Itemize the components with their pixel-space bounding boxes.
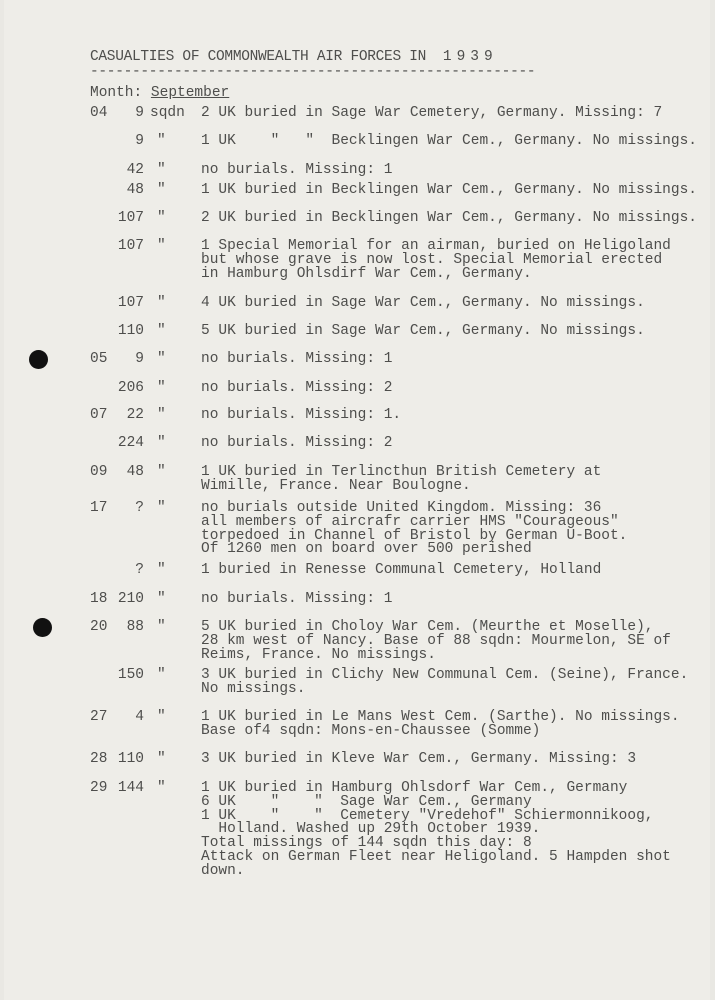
entry-day: 04 <box>90 105 108 121</box>
entry-squadron-ditto: " <box>157 619 166 635</box>
entry-squadron: 224 <box>117 435 144 451</box>
entry-text-line: Attack on German Fleet near Heligoland. 5 Hampden shot <box>201 849 671 865</box>
entry-squadron: 9 <box>135 351 144 367</box>
entry-text-line: no burials. Missing: 2 <box>201 435 393 451</box>
entry-squadron: 4 <box>135 709 144 725</box>
entry-text-line: no burials outside United Kingdom. Missing: 36 <box>201 500 602 516</box>
entry-squadron-ditto: " <box>157 162 166 178</box>
entry-squadron-ditto: sqdn <box>150 105 185 121</box>
entry-squadron: 88 <box>126 619 144 635</box>
entry-squadron-ditto: " <box>157 500 166 516</box>
entry-squadron: 110 <box>117 323 144 339</box>
entry-squadron-ditto: " <box>157 464 166 480</box>
entry-squadron: 107 <box>117 210 144 226</box>
entry-squadron-ditto: " <box>157 295 166 311</box>
entry-text-line: all members of aircrafr carrier HMS "Courageous" <box>201 513 619 530</box>
entry-text-line: Holland. Washed up 29th October 1939. <box>201 821 541 838</box>
entry-day: 05 <box>90 351 108 367</box>
entry-squadron-ditto: " <box>157 780 166 796</box>
entry-squadron-ditto: " <box>157 380 166 396</box>
entry-text-line: 2 UK buried in Sage War Cemetery, Germany. Missing: 7 <box>201 105 663 121</box>
entry-squadron-ditto: " <box>157 435 166 451</box>
entry-squadron-ditto: " <box>157 351 166 367</box>
entry-text-line: 5 UK buried in Sage War Cem., Germany. No missings. <box>201 323 645 339</box>
entry-day: 27 <box>90 709 108 725</box>
entry-text-line: 1 UK buried in Becklingen War Cem., Germany. No missings. <box>201 182 697 198</box>
month-label: Month: <box>90 85 143 101</box>
title-year: 1939 <box>442 49 498 65</box>
entry-text-line: 3 UK buried in Clichy New Communal Cem. (Seine), France. <box>201 667 689 683</box>
entry-text-line: 1 buried in Renesse Communal Cemetery, Holland <box>201 562 602 578</box>
entry-squadron: 107 <box>117 238 144 254</box>
punch-hole <box>29 350 48 369</box>
entry-day: 20 <box>90 619 108 635</box>
entry-text-line: down. <box>201 862 245 879</box>
entry-text-line: 1 UK " " Cemetery "Vredehof" Schiermonnikoog, <box>201 807 654 824</box>
document-title <box>90 50 498 64</box>
entry-squadron: 22 <box>126 407 144 423</box>
entry-day: 28 <box>90 751 108 767</box>
entry-text-line: 3 UK buried in Kleve War Cem., Germany. Missing: 3 <box>201 751 637 767</box>
title-rule: ----------------------------------------------------- <box>90 64 536 80</box>
punch-hole <box>33 618 52 637</box>
entry-squadron-ditto: " <box>157 407 166 423</box>
entry-squadron: 107 <box>117 295 144 311</box>
entry-squadron-ditto: " <box>157 709 166 725</box>
entry-squadron-ditto: " <box>157 133 166 149</box>
entry-squadron-ditto: " <box>157 210 166 226</box>
entry-text-line: Of 1260 men on board over 500 perished <box>201 541 532 558</box>
entry-day: 09 <box>90 464 108 480</box>
entry-squadron-ditto: " <box>157 562 166 578</box>
entry-text-line: 1 UK buried in Le Mans West Cem. (Sarthe). No missings. <box>201 709 680 725</box>
entry-squadron: 144 <box>117 780 144 796</box>
month-value: September <box>150 85 230 101</box>
title-text: CASUALTIES OF COMMONWEALTH AIR FORCES IN <box>90 49 427 65</box>
entry-text-line: no burials. Missing: 1 <box>201 162 393 178</box>
entry-squadron-ditto: " <box>157 751 166 767</box>
entry-squadron: 210 <box>117 591 144 607</box>
entry-text-line: 1 UK buried in Hamburg Ohlsdorf War Cem., Germany <box>201 780 628 796</box>
entry-squadron: 110 <box>117 751 144 767</box>
entry-day: 18 <box>90 591 108 607</box>
entry-text-line: no burials. Missing: 1 <box>201 351 393 367</box>
entry-text-line: 2 UK buried in Becklingen War Cem., Germany. No missings. <box>201 210 697 226</box>
entry-text-line: but whose grave is now lost. Special Memorial erected <box>201 251 663 268</box>
entry-squadron-ditto: " <box>157 323 166 339</box>
entry-text-line: Total missings of 144 sqdn this day: 8 <box>201 835 532 852</box>
entry-squadron: 48 <box>126 182 144 198</box>
entry-text-line: no burials. Missing: 1. <box>201 407 402 423</box>
entry-squadron: 42 <box>126 162 144 178</box>
entry-text-line: in Hamburg Ohlsdirf War Cem., Germany. <box>201 265 532 282</box>
entry-squadron: ? <box>135 562 144 578</box>
entry-squadron-ditto: " <box>157 182 166 198</box>
entry-text-line: 5 UK buried in Choloy War Cem. (Meurthe et Moselle), <box>201 619 654 635</box>
entry-squadron-ditto: " <box>157 591 166 607</box>
entry-text-line: 1 Special Memorial for an airman, buried on Heligoland <box>201 238 671 254</box>
entry-text-line: Wimille, France. Near Boulogne. <box>201 477 471 494</box>
entry-text-line: Base of4 sqdn: Mons-en-Chaussee (Somme) <box>201 722 541 739</box>
entry-squadron: 9 <box>135 105 144 121</box>
entry-text-line: Reims, France. No missings. <box>201 646 436 663</box>
entry-text-line: torpedoed in Channel of Bristol by German U-Boot. <box>201 527 628 544</box>
entry-squadron: 9 <box>135 133 144 149</box>
entry-text-line: 1 UK buried in Terlincthun British Cemetery at <box>201 464 602 480</box>
entry-squadron-ditto: " <box>157 238 166 254</box>
entry-squadron: ? <box>135 500 144 516</box>
entry-day: 07 <box>90 407 108 423</box>
entry-text-line: 1 UK " " Becklingen War Cem., Germany. No missings. <box>201 133 697 149</box>
entry-text-line: no burials. Missing: 1 <box>201 591 393 607</box>
entry-day: 17 <box>90 500 108 516</box>
entry-squadron: 206 <box>117 380 144 396</box>
entry-squadron: 48 <box>126 464 144 480</box>
entry-text-line: No missings. <box>201 680 306 697</box>
entry-text-line: 6 UK " " Sage War Cem., Germany <box>201 793 532 810</box>
entry-text-line: no burials. Missing: 2 <box>201 380 393 396</box>
month-line <box>90 86 229 100</box>
entry-squadron: 150 <box>117 667 144 683</box>
entry-day: 29 <box>90 780 108 796</box>
entry-text-line: 28 km west of Nancy. Base of 88 sqdn: Mourmelon, SE of <box>201 632 671 649</box>
entry-squadron-ditto: " <box>157 667 166 683</box>
entry-text-line: 4 UK buried in Sage War Cem., Germany. No missings. <box>201 295 645 311</box>
